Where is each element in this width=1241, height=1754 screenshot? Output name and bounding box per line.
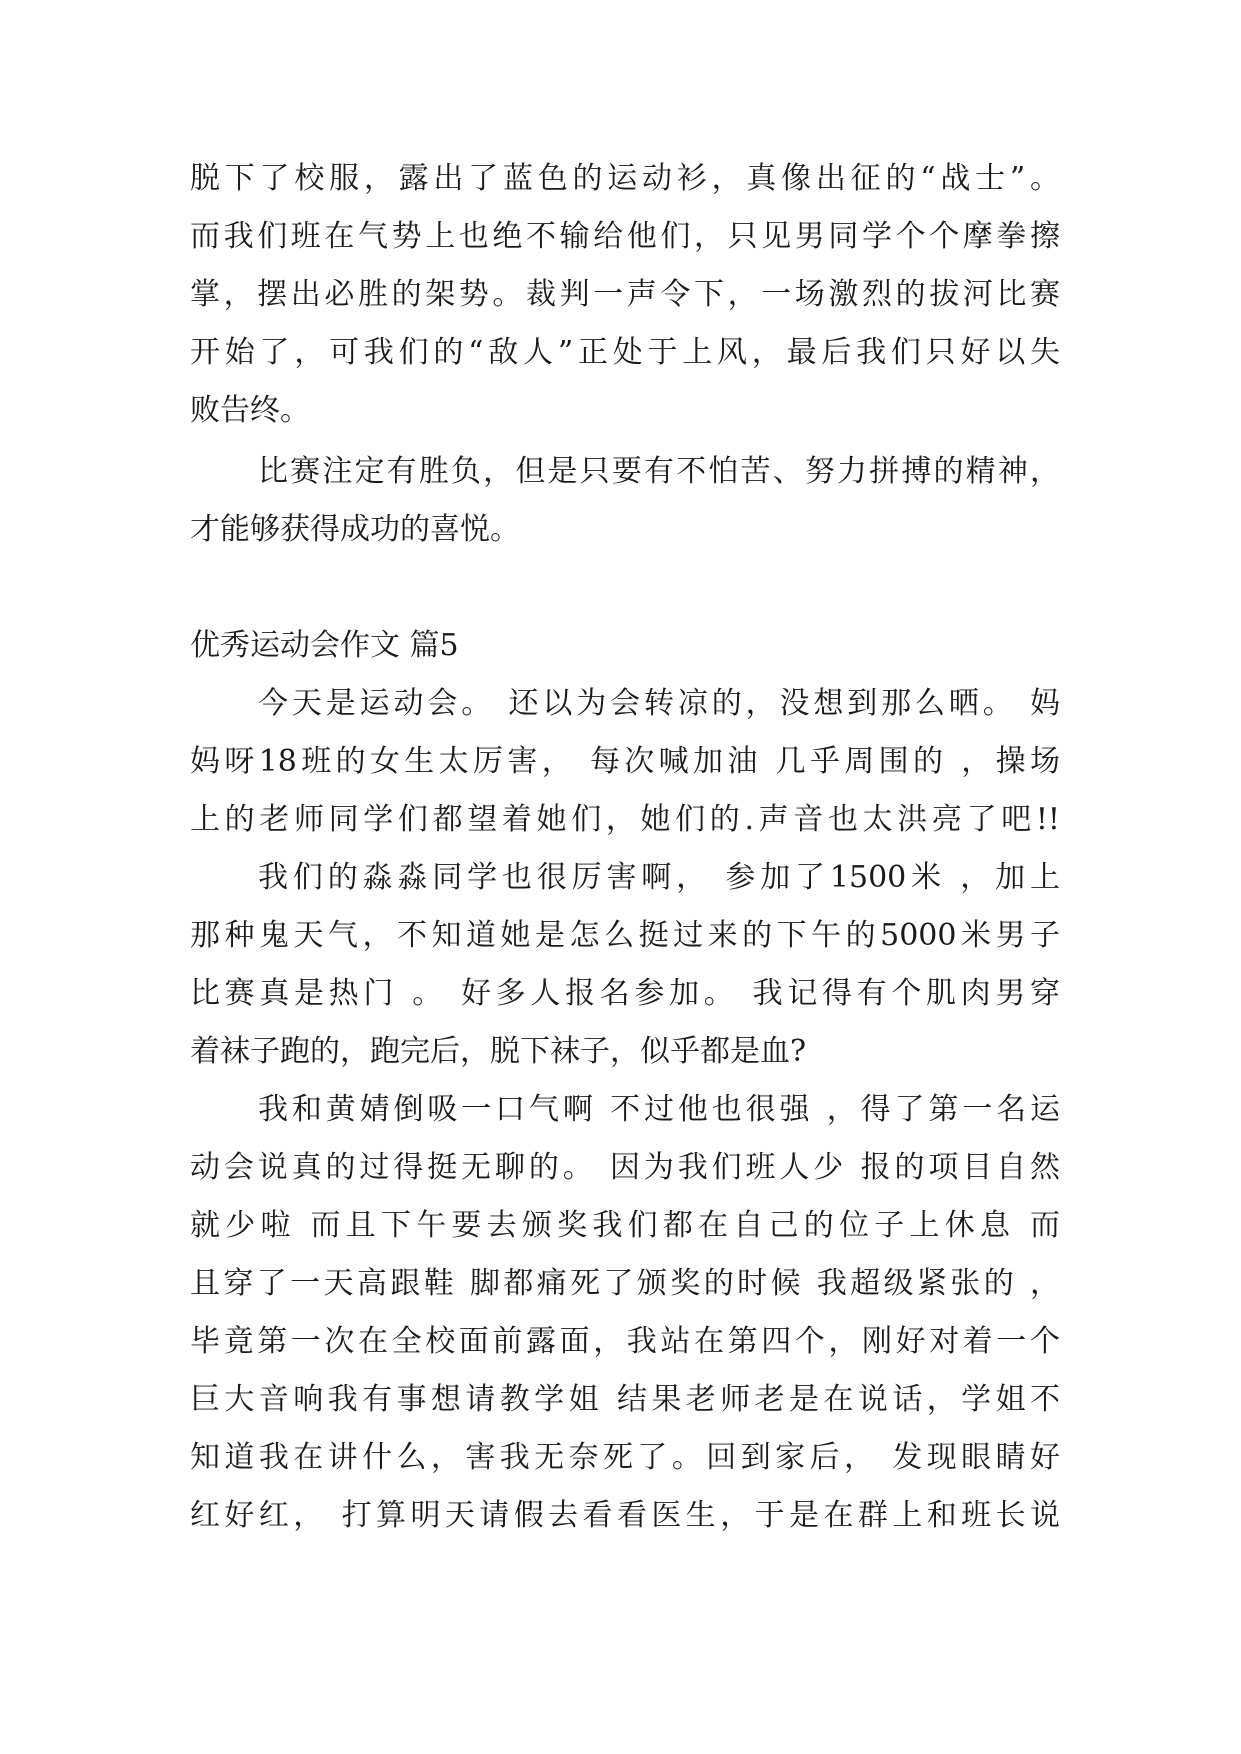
paragraph-1 <box>190 150 1060 440</box>
text-line: 着袜子跑的，跑完后，脱下袜子，似乎都是血? <box>190 1034 807 1069</box>
text-line: 脱下了校服，露出了蓝色的运动衫，真像出征的“战士”。 <box>190 161 1060 196</box>
text-line: 且穿了一天高跟鞋 脚都痛死了颁奖的时候 我超级紧张的 ， <box>190 1266 1060 1301</box>
text-line: 巨大音响我有事想请教学姐 结果老师老是在说话，学姐不 <box>190 1382 1060 1417</box>
text-line: 而我们班在气势上也绝不输给他们，只见男同学个个摩拳擦 <box>190 219 1060 254</box>
text-line: 知道我在讲什么，害我无奈死了。回到家后， 发现眼睛好 <box>190 1440 1060 1475</box>
text-line: 那种鬼天气，不知道她是怎么挺过来的下午的5000米男子 <box>190 918 1060 953</box>
text-line: 今天是运动会。 还以为会转凉的，没想到那么晒。 妈 <box>258 686 1060 721</box>
text-line: 妈呀18班的女生太厉害， 每次喊加油 几乎周围的 ，操场 <box>190 744 1060 779</box>
text-line: 开始了，可我们的“敌人”正处于上风，最后我们只好以失 <box>190 335 1060 370</box>
section-heading: 优秀运动会作文 篇5 <box>190 628 459 663</box>
paragraph-2 <box>190 443 1060 559</box>
text-line: 我们的淼淼同学也很厉害啊， 参加了1500米 ，加上 <box>258 860 1060 895</box>
text-line: 上的老师同学们都望着她们，她们的.声音也太洪亮了吧!! <box>190 802 1060 837</box>
text-line: 掌，摆出必胜的架势。裁判一声令下，一场激烈的拔河比赛 <box>190 277 1060 312</box>
text-line: 毕竟第一次在全校面前露面，我站在第四个，刚好对着一个 <box>190 1324 1060 1359</box>
text-line: 动会说真的过得挺无聊的。 因为我们班人少 报的项目自然 <box>190 1150 1060 1185</box>
text-line: 比赛注定有胜负，但是只要有不怕苦、努力拼搏的精神， <box>258 454 1060 489</box>
text-line: 我和黄婧倒吸一口气啊 不过他也很强 ，得了第一名运 <box>258 1092 1060 1127</box>
text-line: 就少啦 而且下午要去颁奖我们都在自己的位子上休息 而 <box>190 1208 1060 1243</box>
spacer <box>190 559 1060 617</box>
paragraph-5 <box>190 1081 1060 1545</box>
text-line: 败告终。 <box>190 393 310 428</box>
document-page <box>190 150 1060 1545</box>
text-line: 比赛真是热门 。 好多人报名参加。 我记得有个肌肉男穿 <box>190 976 1060 1011</box>
paragraph-3 <box>190 675 1060 849</box>
text-line: 才能够获得成功的喜悦。 <box>190 512 520 547</box>
text-line: 红好红， 打算明天请假去看看医生，于是在群上和班长说 <box>190 1498 1060 1533</box>
paragraph-4 <box>190 849 1060 1081</box>
